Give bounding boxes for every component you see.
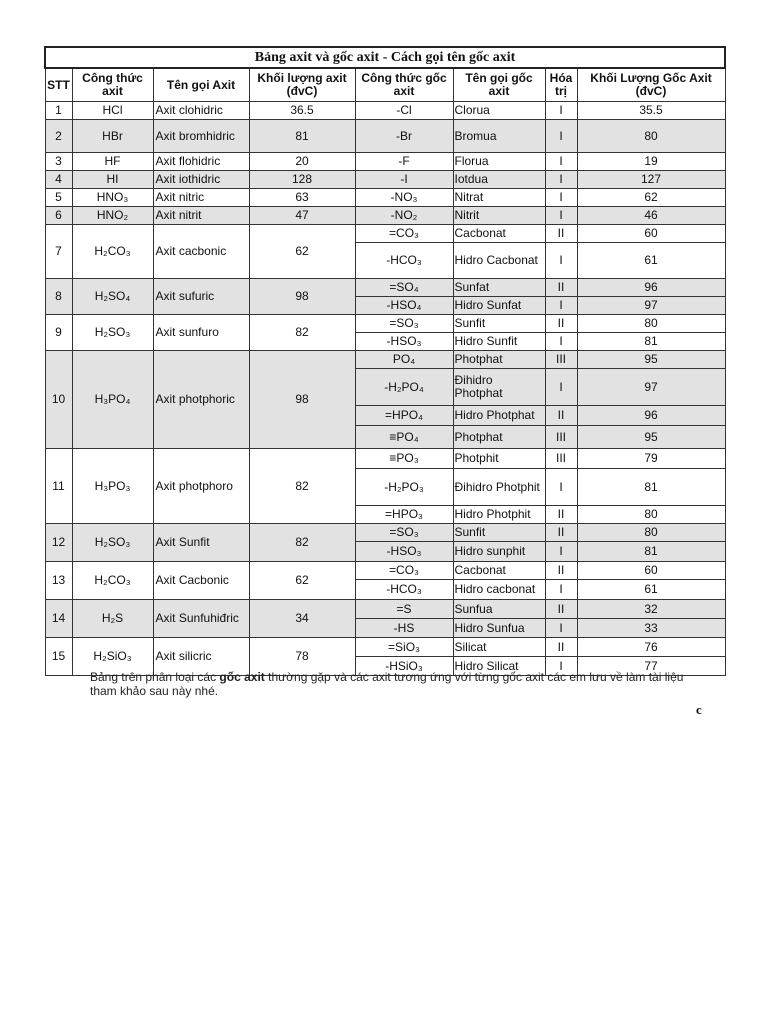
radical-formula-cell: =SiO₃	[355, 638, 453, 657]
radical-mass-cell: 80	[577, 315, 725, 333]
radical-name-cell: Cacbonat	[453, 562, 545, 580]
radical-mass-cell: 97	[577, 369, 725, 406]
table-body	[45, 102, 725, 676]
header-acid-formula: Công thức axit	[72, 68, 153, 102]
acid-mass-cell: 36.5	[249, 102, 355, 120]
valence-cell: I	[545, 369, 577, 406]
acid-formula-cell: HI	[72, 171, 153, 189]
radical-name-cell: Photphat	[453, 426, 545, 449]
valence-cell: II	[545, 524, 577, 542]
radical-formula-cell: -H₂PO₄	[355, 369, 453, 406]
radical-name-cell: Hidro Cacbonat	[453, 243, 545, 279]
valence-cell: I	[545, 619, 577, 638]
radical-mass-cell: 127	[577, 171, 725, 189]
valence-cell: II	[545, 562, 577, 580]
acid-name-cell: Axit Sunfuhiđric	[153, 600, 249, 638]
header-acid-mass: Khối lượng axit (đvC)	[249, 68, 355, 102]
acid-mass-cell: 20	[249, 153, 355, 171]
table-row	[45, 279, 725, 297]
valence-cell: III	[545, 426, 577, 449]
radical-formula-cell: -I	[355, 171, 453, 189]
radical-formula-cell: -HSO₃	[355, 542, 453, 562]
radical-name-cell: Hidro sunphit	[453, 542, 545, 562]
radical-formula-cell: =S	[355, 600, 453, 619]
radical-formula-cell: ≡PO₄	[355, 426, 453, 449]
valence-cell: I	[545, 297, 577, 315]
radical-mass-cell: 32	[577, 600, 725, 619]
radical-mass-cell: 62	[577, 189, 725, 207]
radical-mass-cell: 46	[577, 207, 725, 225]
acid-mass-cell: 78	[249, 638, 355, 676]
radical-formula-cell: -F	[355, 153, 453, 171]
radical-formula-cell: =HPO₄	[355, 406, 453, 426]
acid-mass-cell: 98	[249, 279, 355, 315]
acid-name-cell: Axit nitric	[153, 189, 249, 207]
stt-cell: 3	[45, 153, 72, 171]
radical-formula-cell: =HPO₃	[355, 506, 453, 524]
radical-formula-cell: -HCO₃	[355, 580, 453, 600]
radical-formula-cell: -HCO₃	[355, 243, 453, 279]
table-row	[45, 171, 725, 189]
radical-name-cell: Sunfat	[453, 279, 545, 297]
radical-name-cell: Sunfua	[453, 600, 545, 619]
caption-pre: Bảng trên phân loại các	[90, 670, 220, 684]
header-radical-formula: Công thức gốc axit	[355, 68, 453, 102]
acid-mass-cell: 128	[249, 171, 355, 189]
acid-formula-cell: HF	[72, 153, 153, 171]
radical-name-cell: Photphit	[453, 449, 545, 469]
valence-cell: I	[545, 243, 577, 279]
acid-formula-cell: H₂S	[72, 600, 153, 638]
radical-formula-cell: -HS	[355, 619, 453, 638]
acid-name-cell: Axit nitrit	[153, 207, 249, 225]
acid-name-cell: Axit sunfuro	[153, 315, 249, 351]
stt-cell: 2	[45, 120, 72, 153]
stt-cell: 8	[45, 279, 72, 315]
radical-name-cell: Hidro Photphit	[453, 506, 545, 524]
radical-mass-cell: 33	[577, 619, 725, 638]
radical-name-cell: Cacbonat	[453, 225, 545, 243]
acid-name-cell: Axit photphoro	[153, 449, 249, 524]
caption-text	[90, 670, 710, 698]
acid-mass-cell: 62	[249, 225, 355, 279]
valence-cell: I	[545, 102, 577, 120]
radical-mass-cell: 81	[577, 333, 725, 351]
table-row	[45, 351, 725, 369]
radical-mass-cell: 81	[577, 469, 725, 506]
header-radical-mass: Khối Lượng Gốc Axit (đvC)	[577, 68, 725, 102]
acid-formula-cell: H₂SO₃	[72, 315, 153, 351]
acid-formula-cell: H₃PO₄	[72, 351, 153, 449]
radical-mass-cell: 95	[577, 351, 725, 369]
valence-cell: II	[545, 600, 577, 619]
acid-formula-cell: HBr	[72, 120, 153, 153]
radical-name-cell: Photphat	[453, 351, 545, 369]
acid-mass-cell: 81	[249, 120, 355, 153]
acid-name-cell: Axit flohidric	[153, 153, 249, 171]
radical-name-cell: Hidro Photphat	[453, 406, 545, 426]
table-row	[45, 562, 725, 580]
table-row	[45, 449, 725, 469]
valence-cell: II	[545, 225, 577, 243]
acid-name-cell: Axit Sunfit	[153, 524, 249, 562]
radical-name-cell: Nitrit	[453, 207, 545, 225]
stt-cell: 15	[45, 638, 72, 676]
acid-name-cell: Axit photphoric	[153, 351, 249, 449]
radical-name-cell: Silicat	[453, 638, 545, 657]
valence-cell: III	[545, 351, 577, 369]
acid-name-cell: Axit iothidric	[153, 171, 249, 189]
stt-cell: 1	[45, 102, 72, 120]
valence-cell: I	[545, 469, 577, 506]
stt-cell: 11	[45, 449, 72, 524]
radical-formula-cell: -H₂PO₃	[355, 469, 453, 506]
radical-mass-cell: 76	[577, 638, 725, 657]
radical-formula-cell: =CO₃	[355, 562, 453, 580]
acid-formula-cell: H₂CO₃	[72, 225, 153, 279]
stt-cell: 7	[45, 225, 72, 279]
radical-mass-cell: 79	[577, 449, 725, 469]
acid-table	[44, 46, 726, 676]
radical-formula-cell: PO₄	[355, 351, 453, 369]
valence-cell: I	[545, 120, 577, 153]
valence-cell: II	[545, 279, 577, 297]
acid-name-cell: Axit cacbonic	[153, 225, 249, 279]
radical-mass-cell: 19	[577, 153, 725, 171]
acid-name-cell: Axit sufuric	[153, 279, 249, 315]
radical-name-cell: Hidro Sunfat	[453, 297, 545, 315]
table-row	[45, 207, 725, 225]
acid-formula-cell: HCl	[72, 102, 153, 120]
valence-cell: II	[545, 315, 577, 333]
acid-mass-cell: 34	[249, 600, 355, 638]
valence-cell: I	[545, 171, 577, 189]
radical-formula-cell: -Cl	[355, 102, 453, 120]
table-row	[45, 600, 725, 619]
radical-mass-cell: 97	[577, 297, 725, 315]
radical-formula-cell: -HSiO₃	[355, 657, 453, 676]
valence-cell: I	[545, 580, 577, 600]
acid-mass-cell: 82	[249, 449, 355, 524]
acid-formula-cell: H₃PO₃	[72, 449, 153, 524]
valence-cell: II	[545, 638, 577, 657]
header-valence: Hóa trị	[545, 68, 577, 102]
radical-name-cell: Đihidro Photphat	[453, 369, 545, 406]
radical-mass-cell: 60	[577, 562, 725, 580]
acid-mass-cell: 98	[249, 351, 355, 449]
valence-cell: I	[545, 207, 577, 225]
radical-mass-cell: 61	[577, 580, 725, 600]
radical-name-cell: Sunfit	[453, 524, 545, 542]
stt-cell: 4	[45, 171, 72, 189]
acid-mass-cell: 82	[249, 315, 355, 351]
radical-name-cell: Sunfit	[453, 315, 545, 333]
acid-formula-cell: HNO₂	[72, 207, 153, 225]
stt-cell: 13	[45, 562, 72, 600]
stt-cell: 9	[45, 315, 72, 351]
table-row	[45, 102, 725, 120]
radical-name-cell: Bromua	[453, 120, 545, 153]
valence-cell: I	[545, 153, 577, 171]
radical-formula-cell: -NO₃	[355, 189, 453, 207]
acid-formula-cell: H₂SO₃	[72, 524, 153, 562]
radical-name-cell: Clorua	[453, 102, 545, 120]
valence-cell: II	[545, 506, 577, 524]
radical-name-cell: Iotdua	[453, 171, 545, 189]
acid-formula-cell: H₂SiO₃	[72, 638, 153, 676]
radical-mass-cell: 77	[577, 657, 725, 676]
radical-mass-cell: 60	[577, 225, 725, 243]
acid-name-cell: Axit bromhidric	[153, 120, 249, 153]
radical-formula-cell: -HSO₄	[355, 297, 453, 315]
radical-name-cell: Hidro Sunfua	[453, 619, 545, 638]
acid-mass-cell: 62	[249, 562, 355, 600]
header-acid-name: Tên gọi Axit	[153, 68, 249, 102]
table-row	[45, 189, 725, 207]
acid-formula-cell: H₂SO₄	[72, 279, 153, 315]
valence-cell: I	[545, 333, 577, 351]
radical-mass-cell: 96	[577, 279, 725, 297]
table-row	[45, 638, 725, 657]
header-radical-name: Tên gọi gốc axit	[453, 68, 545, 102]
header-stt: STT	[45, 68, 72, 102]
radical-mass-cell: 80	[577, 120, 725, 153]
stt-cell: 14	[45, 600, 72, 638]
radical-formula-cell: =SO₄	[355, 279, 453, 297]
acid-name-cell: Axit silicric	[153, 638, 249, 676]
table-row	[45, 315, 725, 333]
acid-name-cell: Axit Cacbonic	[153, 562, 249, 600]
caption-post: thường gặp và các axit tương ứng với từng gốc axit các em lưu về làm tài liệu tham khảo sau này nhé.	[90, 670, 684, 698]
radical-name-cell: Florua	[453, 153, 545, 171]
stt-cell: 10	[45, 351, 72, 449]
corner-mark: c	[696, 702, 702, 717]
radical-name-cell: Hidro cacbonat	[453, 580, 545, 600]
radical-mass-cell: 81	[577, 542, 725, 562]
radical-mass-cell: 35.5	[577, 102, 725, 120]
radical-mass-cell: 96	[577, 406, 725, 426]
valence-cell: II	[545, 406, 577, 426]
table-row	[45, 120, 725, 153]
radical-formula-cell: =CO₃	[355, 225, 453, 243]
radical-name-cell: Nitrat	[453, 189, 545, 207]
radical-mass-cell: 61	[577, 243, 725, 279]
table-row	[45, 225, 725, 243]
valence-cell: I	[545, 542, 577, 562]
valence-cell: I	[545, 657, 577, 676]
radical-formula-cell: -Br	[355, 120, 453, 153]
radical-name-cell: Đihidro Photphit	[453, 469, 545, 506]
radical-formula-cell: -NO₂	[355, 207, 453, 225]
radical-name-cell: Hidro Sunfit	[453, 333, 545, 351]
radical-mass-cell: 95	[577, 426, 725, 449]
radical-mass-cell: 80	[577, 506, 725, 524]
acid-mass-cell: 82	[249, 524, 355, 562]
stt-cell: 12	[45, 524, 72, 562]
radical-formula-cell: -HSO₃	[355, 333, 453, 351]
table-title: Bảng axit và gốc axit - Cách gọi tên gốc axit	[45, 47, 725, 68]
table-row	[45, 524, 725, 542]
radical-name-cell: Hidro Silicat	[453, 657, 545, 676]
acid-formula-cell: H₂CO₃	[72, 562, 153, 600]
acid-name-cell: Axit clohidric	[153, 102, 249, 120]
stt-cell: 6	[45, 207, 72, 225]
acid-mass-cell: 47	[249, 207, 355, 225]
radical-formula-cell: =SO₃	[355, 524, 453, 542]
radical-formula-cell: ≡PO₃	[355, 449, 453, 469]
acid-formula-cell: HNO₃	[72, 189, 153, 207]
radical-mass-cell: 80	[577, 524, 725, 542]
valence-cell: III	[545, 449, 577, 469]
acid-table-sheet	[44, 46, 724, 676]
stt-cell: 5	[45, 189, 72, 207]
caption-bold: gốc axit	[219, 670, 265, 684]
table-row	[45, 153, 725, 171]
radical-formula-cell: =SO₃	[355, 315, 453, 333]
acid-mass-cell: 63	[249, 189, 355, 207]
valence-cell: I	[545, 189, 577, 207]
